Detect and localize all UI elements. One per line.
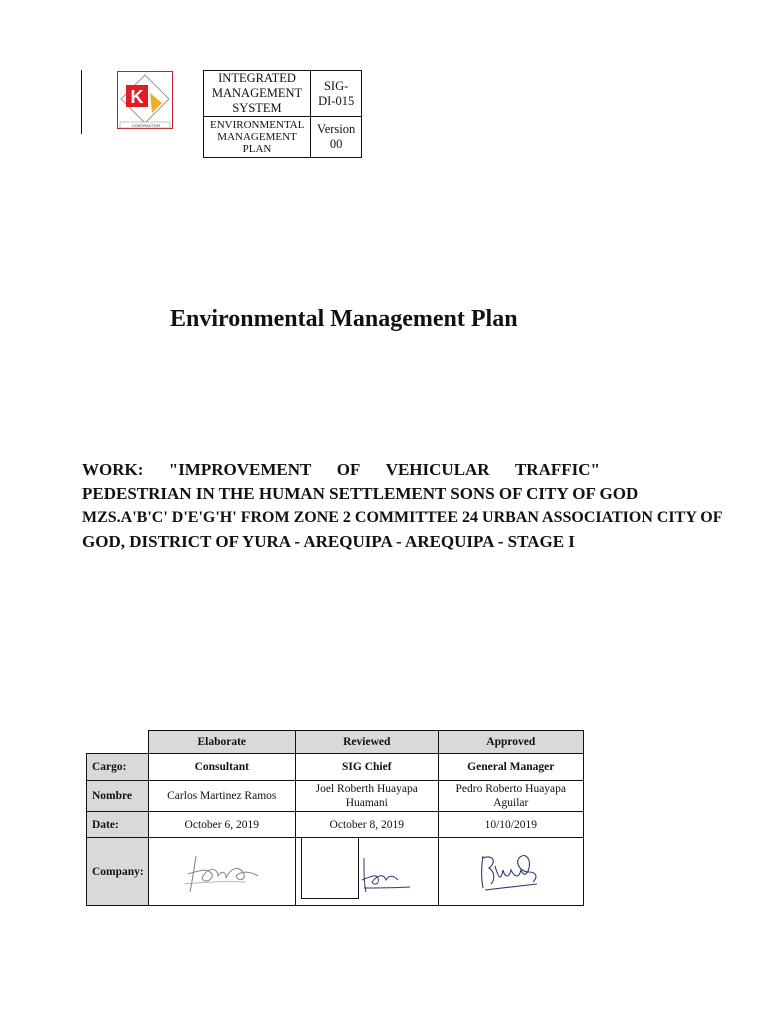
row-label-nombre: Nombre [87,781,149,812]
nombre-approved: Pedro Roberto Huayapa Aguilar [438,781,583,812]
system-name: INTEGRATED MANAGEMENT SYSTEM [204,71,311,117]
document-name: ENVIRONMENTAL MANAGEMENT PLAN [204,117,311,158]
cargo-approved: General Manager [438,754,583,781]
logo-letter: K [130,87,144,107]
table-row [87,754,584,781]
header-reviewed: Reviewed [295,731,438,754]
work-line-3: MZS.A'B'C' D'E'G'H' FROM ZONE 2 COMMITTEE 24 URBAN ASSOCIATION CITY OF [82,509,723,526]
table-row [87,781,584,812]
work-line-2: PEDESTRIAN IN THE HUMAN SETTLEMENT SONS OF CITY OF GOD [82,484,639,503]
header-left-border [81,70,82,134]
header-elaborate: Elaborate [148,731,295,754]
table-row [87,812,584,838]
header-table [203,70,362,158]
document-version: Version 00 [311,117,362,158]
date-elaborate: October 6, 2019 [148,812,295,838]
logo-caption: CONTRACTOR [132,123,161,128]
work-word: "IMPROVEMENT [168,460,312,479]
date-approved: 10/10/2019 [438,812,583,838]
row-label-cargo: Cargo: [87,754,149,781]
approval-table [86,730,584,906]
work-word: WORK: [82,460,144,479]
cargo-elaborate: Consultant [148,754,295,781]
row-label-company: Company: [87,838,149,906]
work-line-1 [82,458,600,482]
signature-icon [358,844,418,900]
nombre-elaborate: Carlos Martinez Ramos [148,781,295,812]
nombre-reviewed: Joel Roberth Huayapa Huamani [295,781,438,812]
work-word: VEHICULAR [385,460,490,479]
table-row [87,838,584,906]
header-approved: Approved [438,731,583,754]
work-line-4: GOD, DISTRICT OF YURA - AREQUIPA - AREQUIPA - STAGE I [82,532,575,551]
document-title: Environmental Management Plan [170,306,518,332]
document-code: SIG-DI-015 [311,71,362,117]
date-reviewed: October 8, 2019 [295,812,438,838]
row-label-date: Date: [87,812,149,838]
signature-elaborate [148,838,295,906]
work-word: OF [336,460,361,479]
work-description [82,458,762,554]
signature-reviewed [295,838,438,906]
signature-icon [174,844,270,900]
cargo-reviewed: SIG Chief [295,754,438,781]
stamp-box [301,838,359,899]
work-word: TRAFFIC" [514,460,600,479]
signature-approved [438,838,583,906]
signature-icon [471,844,551,900]
company-logo [117,71,173,129]
approval-corner [87,731,149,754]
